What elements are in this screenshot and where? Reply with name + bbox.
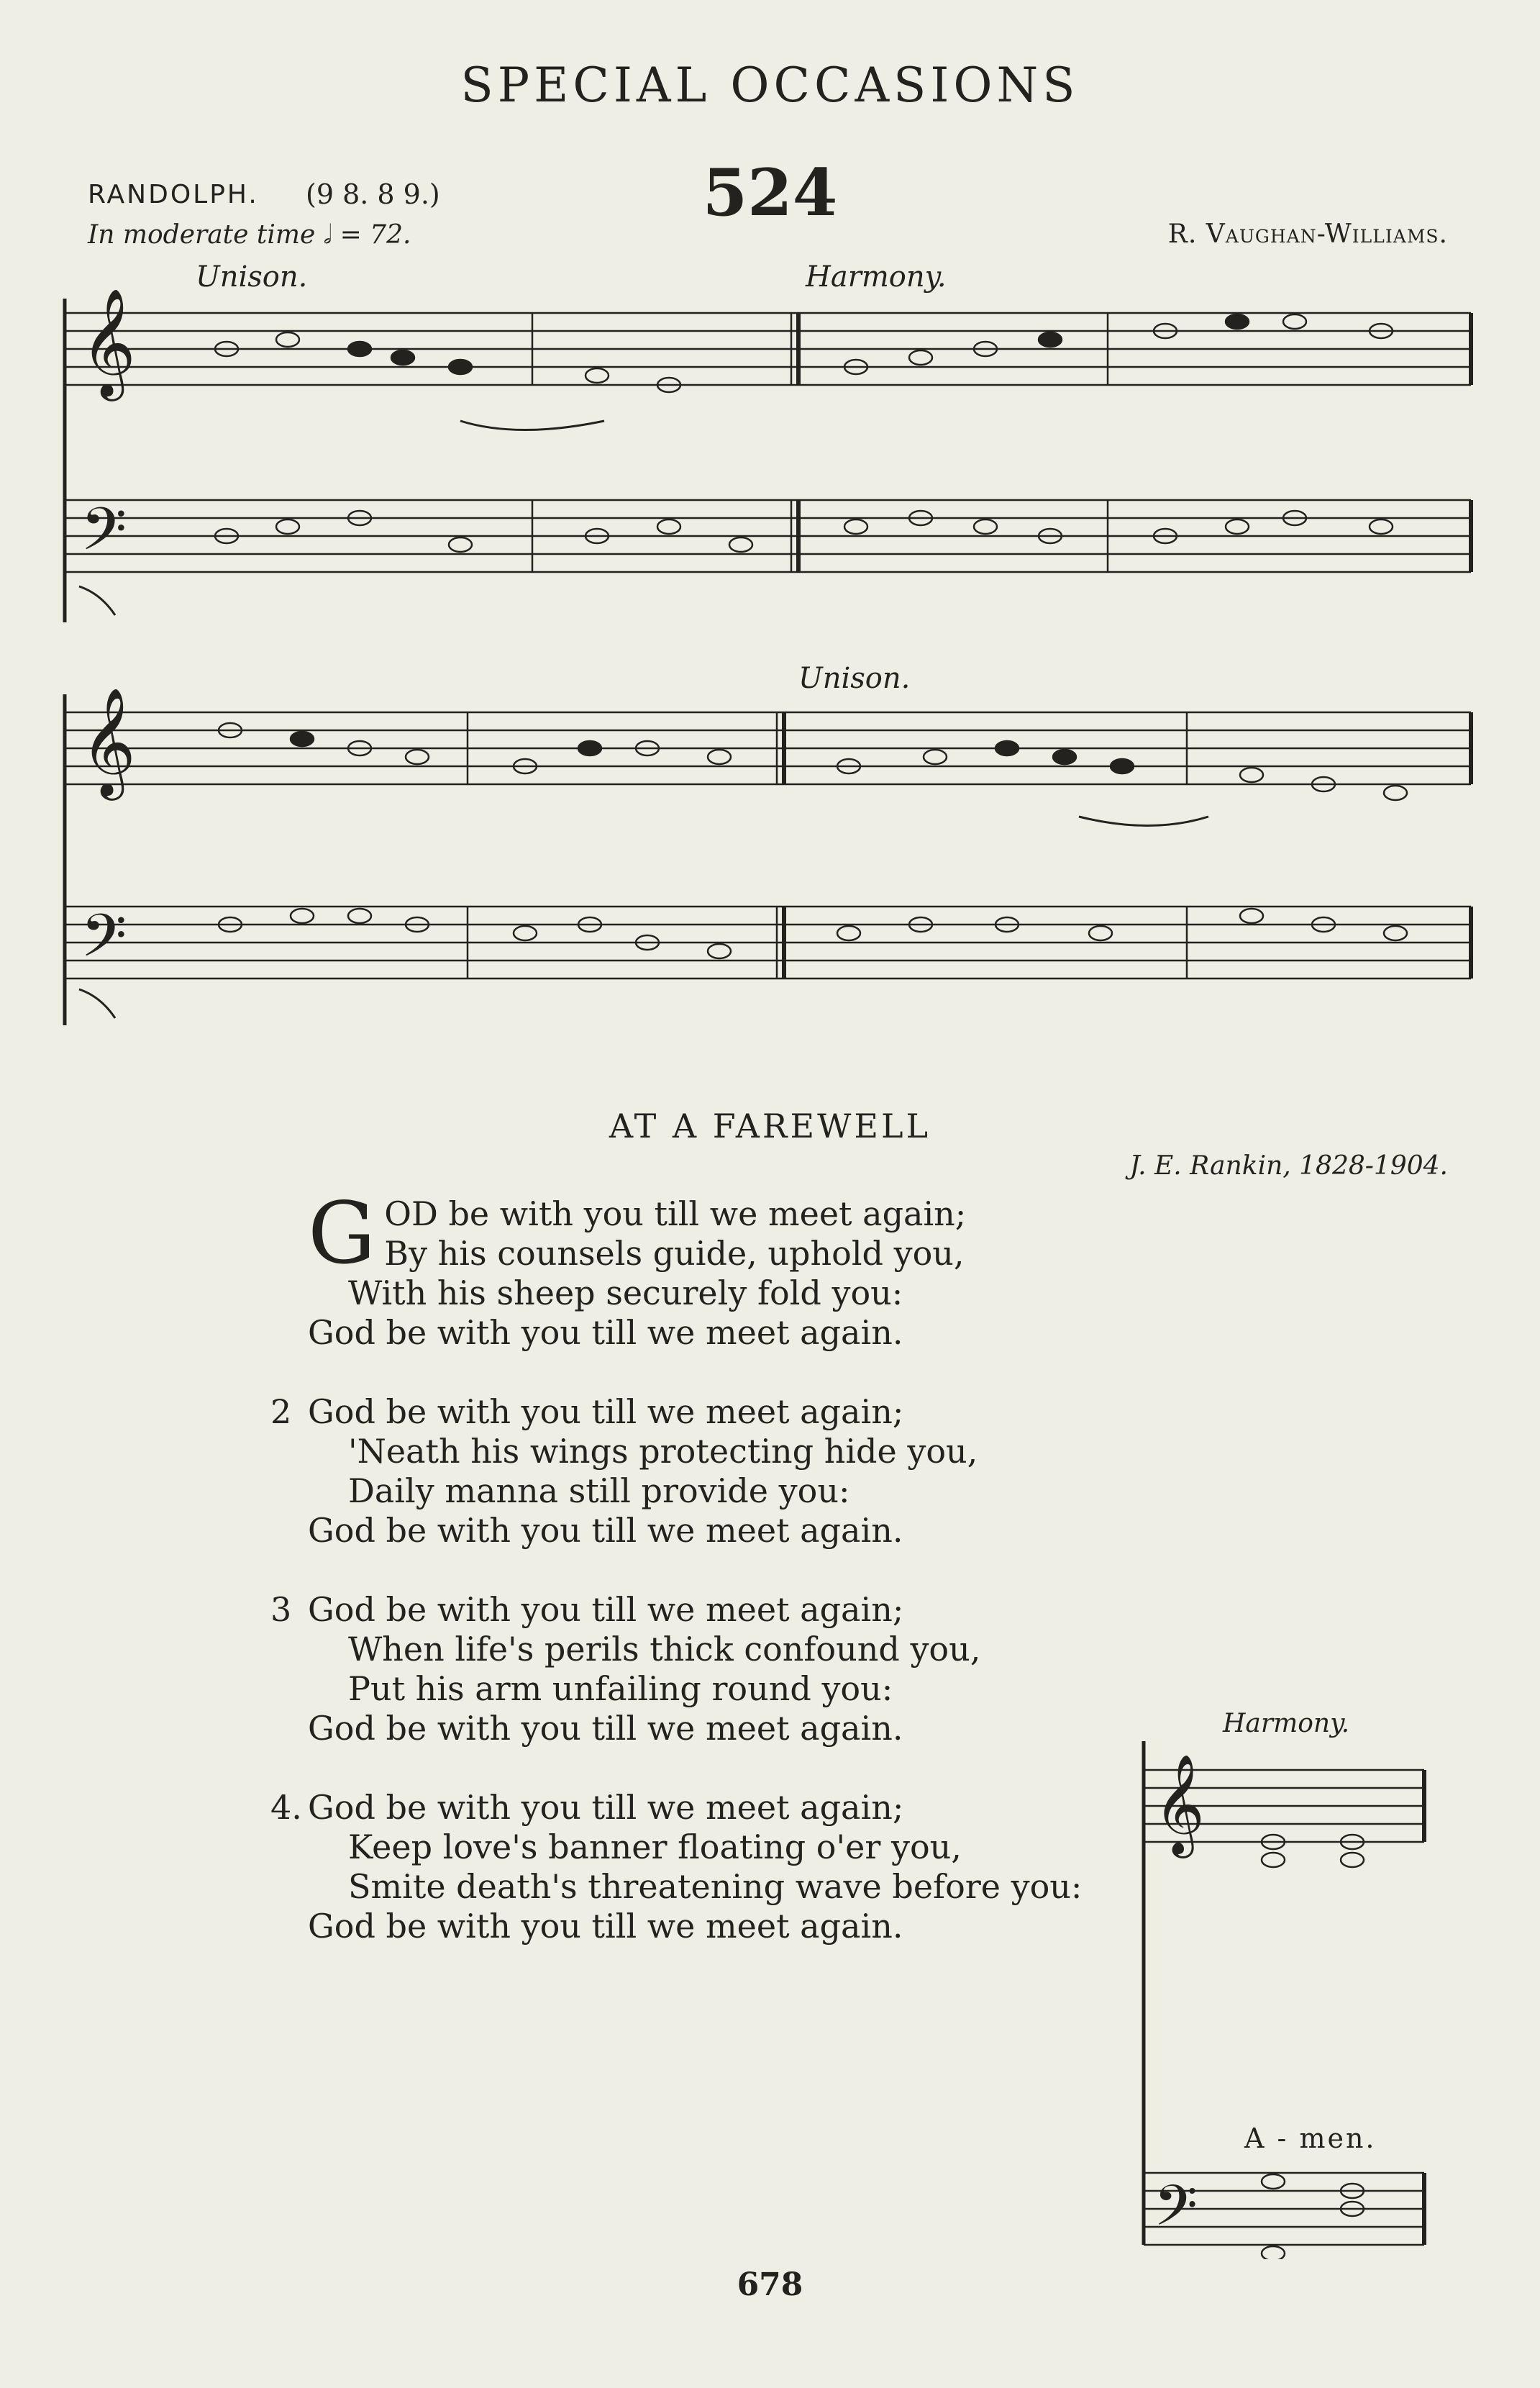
mark-unison-1: Unison. bbox=[196, 260, 308, 294]
treble-clef-icon: 𝄞 bbox=[1154, 1754, 1205, 1854]
hymn-number: 524 bbox=[702, 155, 838, 231]
amen-harmony-label: Harmony. bbox=[1223, 1709, 1350, 1738]
verse-line: God be with you till we meet again; bbox=[308, 1590, 904, 1629]
verse-line: God be with you till we meet again. bbox=[308, 1313, 903, 1352]
half-note-icon: 𝅗𝅥 bbox=[323, 220, 332, 250]
verse-line: God be with you till we meet again; bbox=[308, 1392, 904, 1431]
verse-1 bbox=[308, 1184, 1295, 1353]
bass-clef-icon: 𝄢 bbox=[81, 901, 127, 985]
verse-line: Keep love's banner floating o'er you, bbox=[348, 1828, 962, 1866]
section-title: SPECIAL OCCASIONS bbox=[460, 58, 1080, 113]
bass-staff-1 bbox=[65, 500, 1471, 572]
verse-number: 3 bbox=[270, 1590, 292, 1629]
hymn-title: AT A FAREWELL bbox=[609, 1107, 931, 1145]
verse-line: With his sheep securely fold you: bbox=[348, 1274, 903, 1312]
hymn-author: J. E. Rankin, 1828-1904. bbox=[1129, 1151, 1448, 1181]
amen-text: A - men. bbox=[1244, 2123, 1377, 2154]
treble-staff-1 bbox=[65, 313, 1471, 385]
mark-harmony-1: Harmony. bbox=[806, 260, 947, 294]
verse-line: God be with you till we meet again. bbox=[308, 1511, 903, 1550]
verse-line: By his counsels guide, uphold you, bbox=[384, 1234, 965, 1273]
verse-line: OD be with you till we meet again; bbox=[384, 1194, 967, 1233]
verse-line: God be with you till we meet again; bbox=[308, 1788, 904, 1827]
treble-staff-2 bbox=[65, 712, 1471, 784]
tune-name: RANDOLPH. bbox=[88, 180, 259, 209]
verse-line: Smite death's threatening wave before you: bbox=[348, 1867, 1083, 1906]
verse-line: When life's perils thick confound you, bbox=[348, 1630, 981, 1669]
mark-unison-2: Unison. bbox=[798, 662, 911, 695]
verse-3 bbox=[270, 1590, 1295, 1748]
verse-line: Daily manna still provide you: bbox=[348, 1471, 850, 1510]
verse-line: 'Neath his wings protecting hide you, bbox=[348, 1432, 978, 1471]
tempo-value: = 72. bbox=[340, 220, 411, 250]
drop-cap: G bbox=[308, 1184, 376, 1283]
music-system-1 bbox=[58, 284, 1489, 630]
verse-line: God be with you till we meet again. bbox=[308, 1709, 903, 1748]
notes-2 bbox=[219, 723, 1407, 958]
bass-staff-2 bbox=[65, 907, 1471, 979]
treble-clef-icon: 𝄞 bbox=[81, 687, 136, 796]
verse-2 bbox=[270, 1392, 1295, 1551]
bass-clef-icon: 𝄢 bbox=[81, 494, 127, 578]
bass-clef-icon: 𝄢 bbox=[1154, 2174, 1198, 2253]
amen-music bbox=[1136, 1741, 1439, 2259]
tempo-marking bbox=[88, 220, 411, 250]
verse-number: 4. bbox=[270, 1788, 302, 1827]
tempo-text: In moderate time bbox=[88, 220, 316, 250]
treble-clef-icon: 𝄞 bbox=[81, 287, 136, 396]
verse-number: 2 bbox=[270, 1392, 292, 1431]
verse-line: God be with you till we meet again. bbox=[308, 1907, 903, 1946]
notes-1 bbox=[215, 314, 1393, 552]
page-number: 678 bbox=[737, 2266, 803, 2303]
barlines-2 bbox=[468, 712, 1471, 979]
music-system-2 bbox=[58, 687, 1489, 1032]
composer: R. Vaughan-Williams. bbox=[1167, 219, 1448, 249]
verse-line: Put his arm unfailing round you: bbox=[348, 1669, 893, 1708]
tune-metre: (9 8. 8 9.) bbox=[306, 178, 440, 210]
